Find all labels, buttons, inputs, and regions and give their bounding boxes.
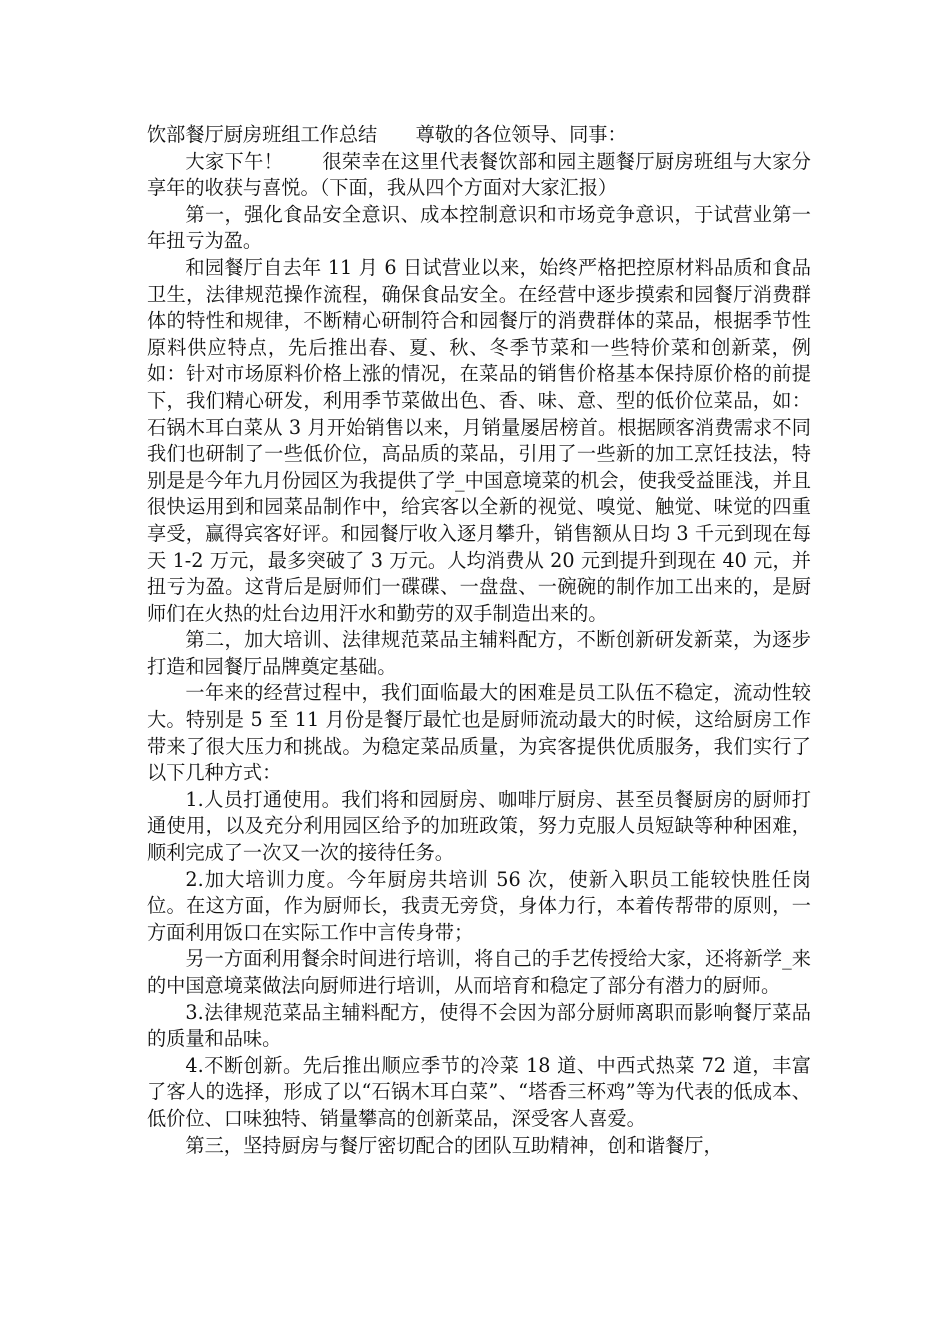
paragraph-section-2-heading: 第二，加大培训、法律规范菜品主辅料配方，不断创新研发新菜，为逐步打造和园餐厅品牌奠定基础。 <box>147 628 811 678</box>
paragraph-item-4: 4.不断创新。先后推出顺应季节的冷菜 18 道、中西式热菜 72 道，丰富了客人的选择，形成了以“石锅木耳白菜”、“塔香三杯鸡”等为代表的低成本、低价位、口味独特、销量攀高的创新菜品，深受客人喜爱。 <box>147 1053 811 1130</box>
paragraph-greeting: 大家下午！ 很荣幸在这里代表餐饮部和园主题餐厅厨房班组与大家分享年的收获与喜悦。（下面，我从四个方面对大家汇报） <box>147 149 811 200</box>
paragraph-item-2-continued: 另一方面利用餐余时间进行培训，将自己的手艺传授给大家，还将新学_来的中国意境菜做法向厨师进行培训，从而培育和稳定了部分有潜力的厨师。 <box>147 947 811 997</box>
paragraph-section-1-heading: 第一，强化食品安全意识、成本控制意识和市场竞争意识，于试营业第一年扭亏为盈。 <box>147 202 811 253</box>
paragraph-item-1: 1.人员打通使用。我们将和园厨房、咖啡厅厨房、甚至员餐厨房的厨师打通使用，以及充分利用园区给予的加班政策，努力克服人员短缺等种种困难，顺利完成了一次又一次的接待任务。 <box>147 787 811 865</box>
paragraph-item-2: 2.加大培训力度。今年厨房共培训 56 次，使新入职员工能较快胜任岗位。在这方面，作为厨师长，我责无旁贷，身体力行，本着传帮带的原则，一方面利用饭口在实际工作中言传身带； <box>147 867 811 944</box>
title-line: 饮部餐厅厨房班组工作总结 尊敬的各位领导、同事： <box>147 123 627 146</box>
paragraph-section-1-body: 和园餐厅自去年 11 月 6 日试营业以来，始终严格把控原材料品质和食品卫生，法律规范操作流程，确保食品安全。在经营中逐步摸索和园餐厅消费群体的特性和规律，不断精心研制符合和园餐厅的消费群体的菜品，根据季节性原料供应特点，先后推出春、夏、秋、冬季节菜和一些特价菜和创新菜，例如：针对市场原料价格上涨的情况，在菜品的销售价格基本保持原价格的前提下，我们精心研发，利用季节菜做出色、香、味、意、型的低价位菜品，如：石锅木耳白菜从 3 月开始销售以来，月销量屡居榜首。根据顾客消费需求不同我们也研制了一些低价位，高品质的菜品，引用了一些新的加工烹饪技法，特别是是今年九月份园区为我提供了学_中国意境菜的机会，使我受益匪浅，并且很快运用到和园菜品制作中，给宾客以全新的视觉、嗅觉、触觉、味觉的四重享受，赢得宾客好评。和园餐厅收入逐月攀升，销售额从日均 3 千元到现在每天 1-2 万元，最多突破了 3 万元。人均消费从 20 元到提升到现在 40 元，并扭亏为盈。这背后是厨师们一碟碟、一盘盘、一碗碗的制作加工出来的，是厨师们在火热的灶台边用汗水和勤劳的双手制造出来的。 <box>147 255 811 625</box>
document-body <box>147 122 811 1159</box>
paragraph-section-2-intro: 一年来的经营过程中，我们面临最大的困难是员工队伍不稳定，流动性较大。特别是 5 至 11 月份是餐厅最忙也是厨师流动最大的时候，这给厨房工作带来了很大压力和挑战。为稳定菜品质量，为宾客提供优质服务，我们实行了以下几种方式： <box>147 681 811 785</box>
paragraph-section-3-heading: 第三，坚持厨房与餐厅密切配合的团队互助精神，创和谐餐厅， <box>185 1133 723 1157</box>
paragraph-item-3: 3.法律规范菜品主辅料配方，使得不会因为部分厨师离职而影响餐厅菜品的质量和品味。 <box>147 1000 811 1051</box>
